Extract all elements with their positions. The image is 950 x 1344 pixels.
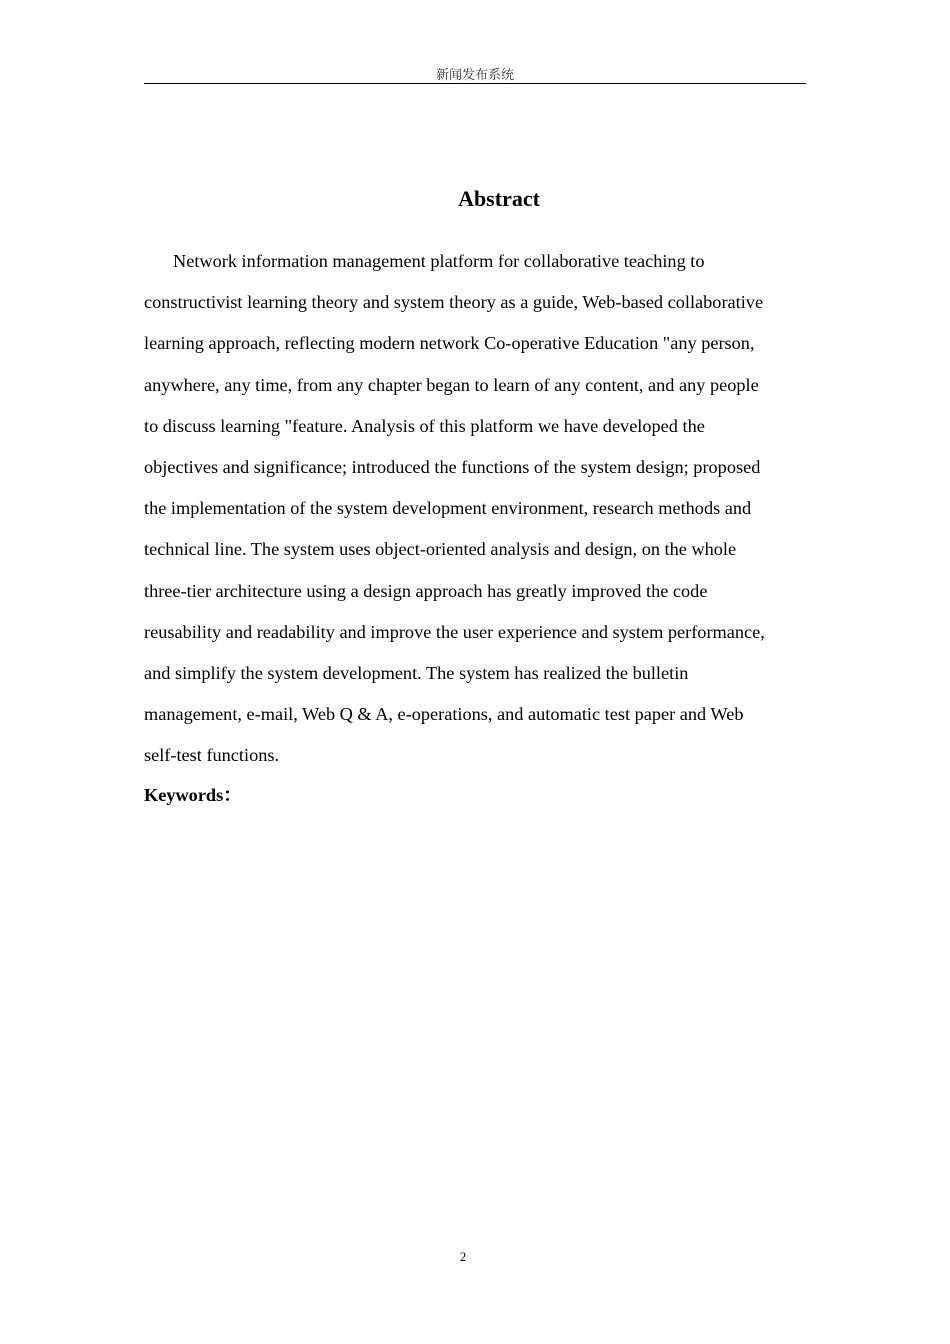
abstract-line: anywhere, any time, from any chapter began to learn of any content, and any people: [144, 374, 759, 395]
page-number: 2: [459, 1249, 467, 1264]
abstract-line: technical line. The system uses object-oriented analysis and design, on the whole: [144, 539, 737, 560]
abstract-line: three-tier architecture using a design approach has greatly improved the code: [144, 580, 708, 601]
abstract-line: the implementation of the system development environment, research methods and: [144, 498, 752, 519]
abstract-line: learning approach, reflecting modern network Co-operative Education "any person,: [144, 333, 755, 354]
abstract-line: objectives and significance; introduced the functions of the system design; proposed: [144, 456, 761, 477]
abstract-line: reusability and readability and improve the user experience and system performance,: [144, 621, 765, 642]
abstract-line: Network information management platform for collaborative teaching to: [173, 251, 705, 271]
abstract-line: and simplify the system development. The system has realized the bulletin: [144, 662, 689, 683]
abstract-line: management, e-mail, Web Q & A, e-operations, and automatic test paper and Web: [144, 704, 744, 725]
running-header: 新闻发布系统: [435, 67, 514, 82]
header-rule: [144, 83, 806, 84]
abstract-body: [144, 241, 806, 776]
abstract-line: to discuss learning "feature. Analysis of this platform we have developed the: [144, 415, 705, 436]
keywords-label: Keywords：: [144, 785, 242, 805]
abstract-title: Abstract: [458, 186, 540, 211]
abstract-line: self-test functions.: [144, 745, 280, 766]
abstract-line: constructivist learning theory and system theory as a guide, Web-based collaborative: [144, 292, 764, 313]
